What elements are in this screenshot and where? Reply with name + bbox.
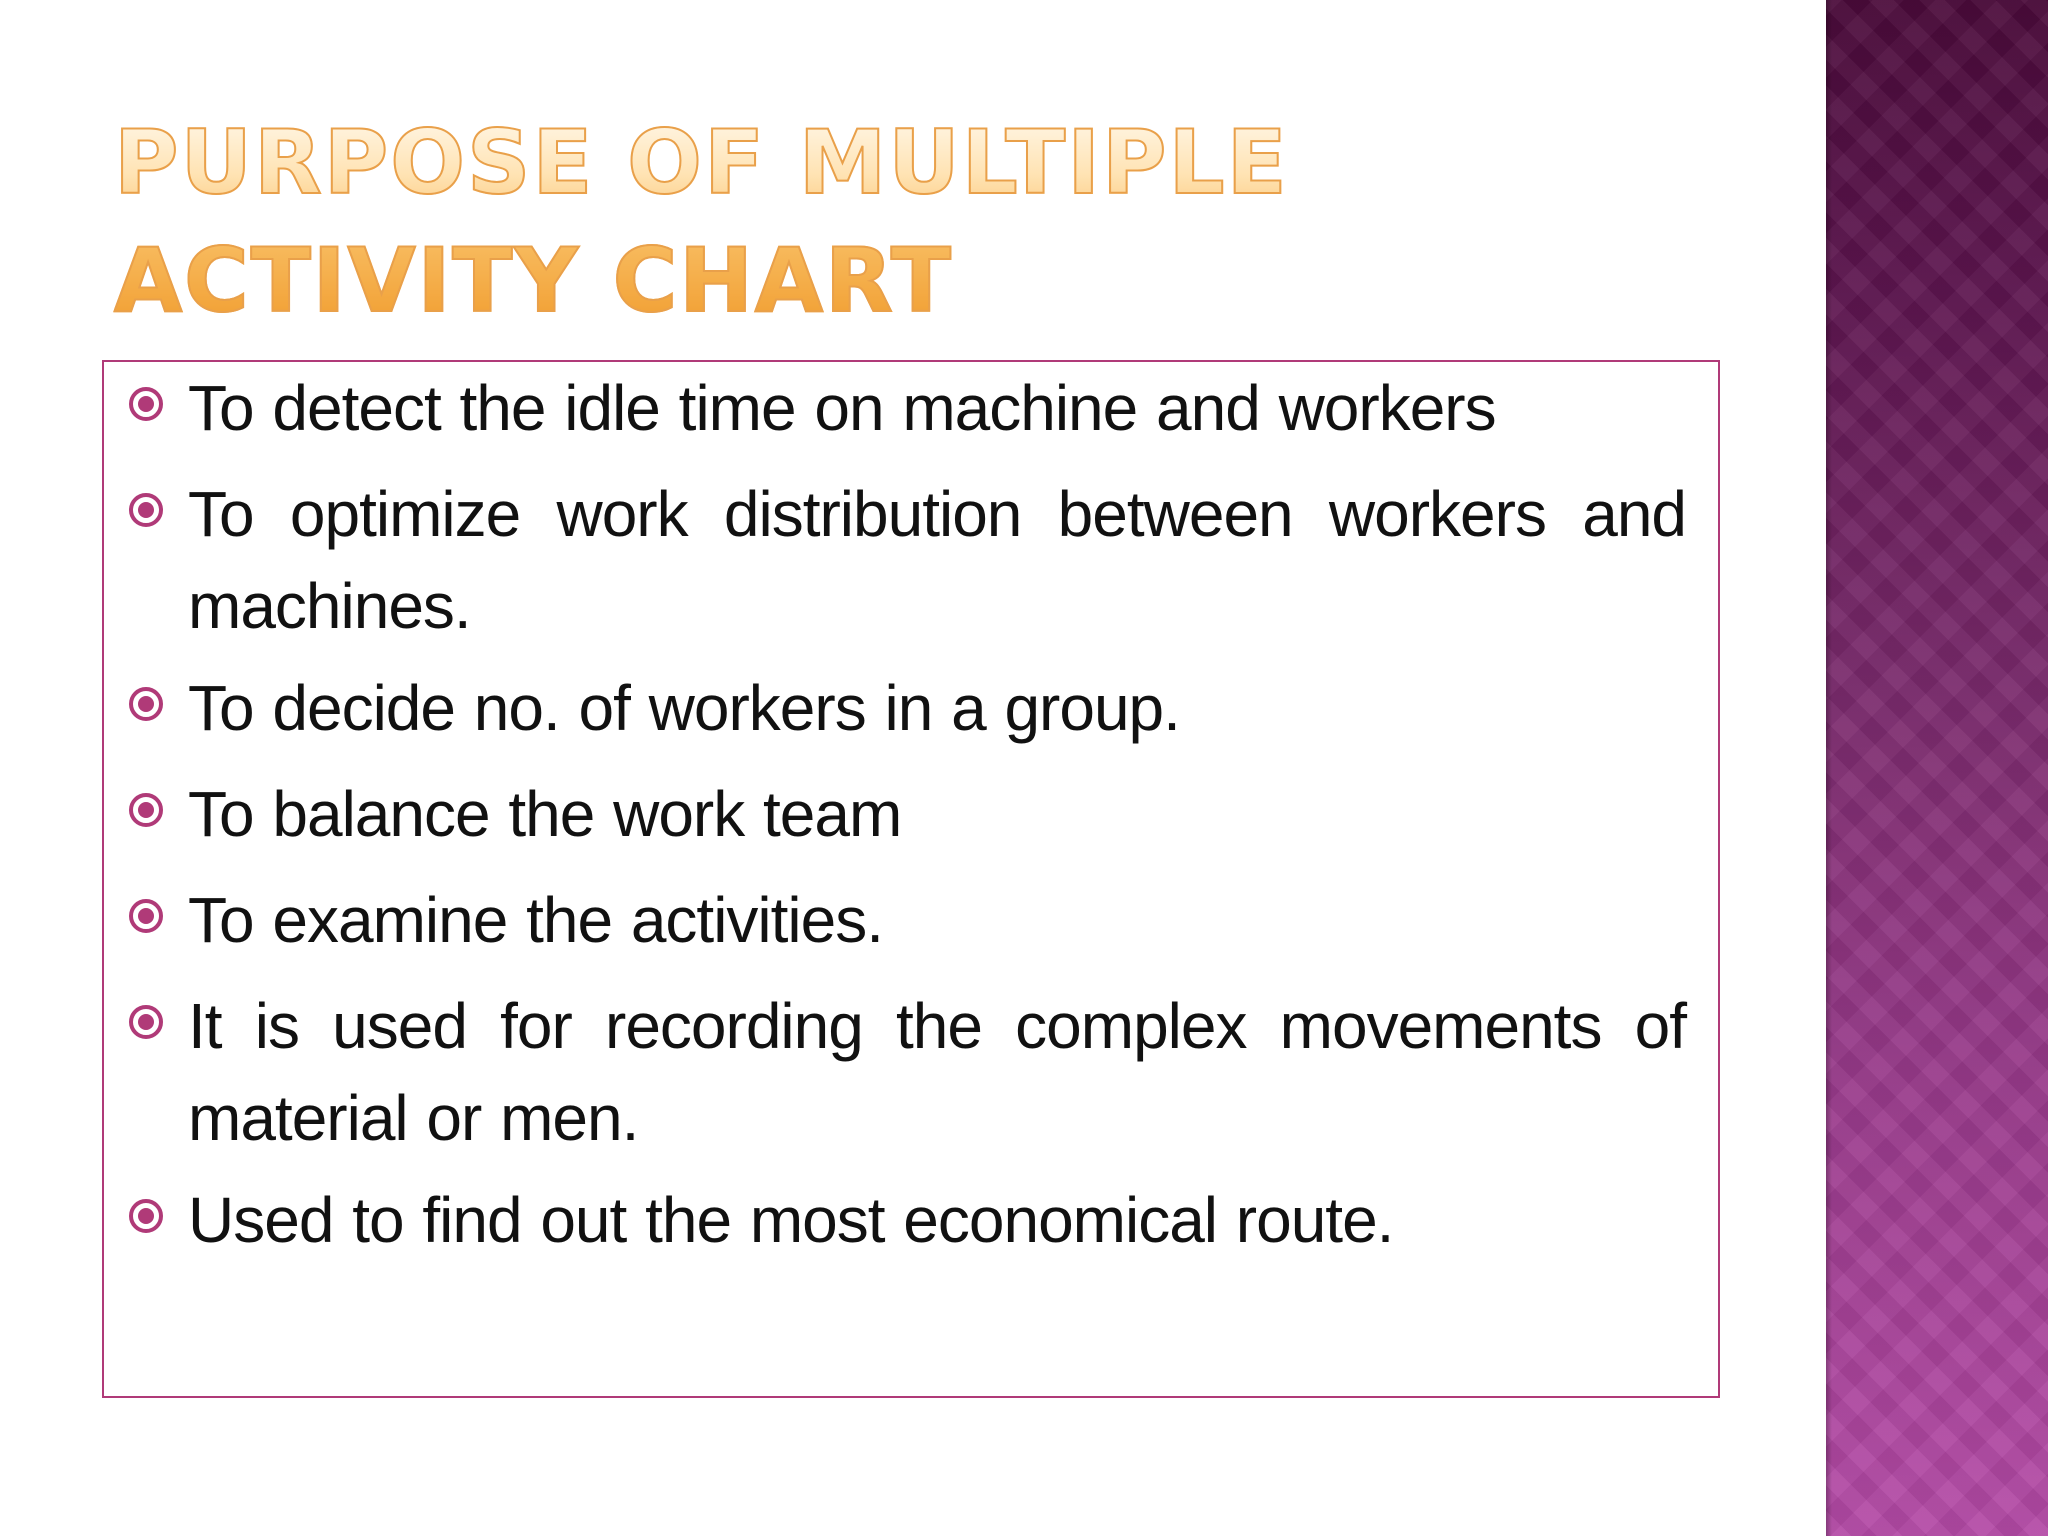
circle-dot-icon xyxy=(126,1196,166,1236)
circle-dot-icon xyxy=(126,384,166,424)
bullet-text: To balance the work team xyxy=(188,778,902,850)
bullet-item xyxy=(126,1174,1686,1266)
bullet-item xyxy=(126,362,1686,454)
bullet-item xyxy=(126,468,1686,652)
decorative-side-band xyxy=(1826,0,2048,1536)
bullet-text: Used to find out the most economical route. xyxy=(188,1184,1394,1256)
circle-dot-icon xyxy=(126,896,166,936)
bullet-text: To decide no. of workers in a group. xyxy=(188,672,1180,744)
bullet-item xyxy=(126,662,1686,754)
bullet-text: To detect the idle time on machine and workers xyxy=(188,372,1496,444)
slide-title: PURPOSE OF MULTIPLE ACTIVITY CHART xyxy=(114,104,1714,340)
bullet-text: To examine the activities. xyxy=(188,884,883,956)
bullet-text: To optimize work distribution between workers and machines. xyxy=(188,478,1686,642)
bullet-item xyxy=(126,874,1686,966)
bullet-text: It is used for recording the complex movements of material or men. xyxy=(188,990,1686,1154)
circle-dot-icon xyxy=(126,790,166,830)
bullet-item xyxy=(126,768,1686,860)
circle-dot-icon xyxy=(126,684,166,724)
bullet-item xyxy=(126,980,1686,1164)
content-box xyxy=(102,360,1720,1398)
circle-dot-icon xyxy=(126,1002,166,1042)
circle-dot-icon xyxy=(126,490,166,530)
